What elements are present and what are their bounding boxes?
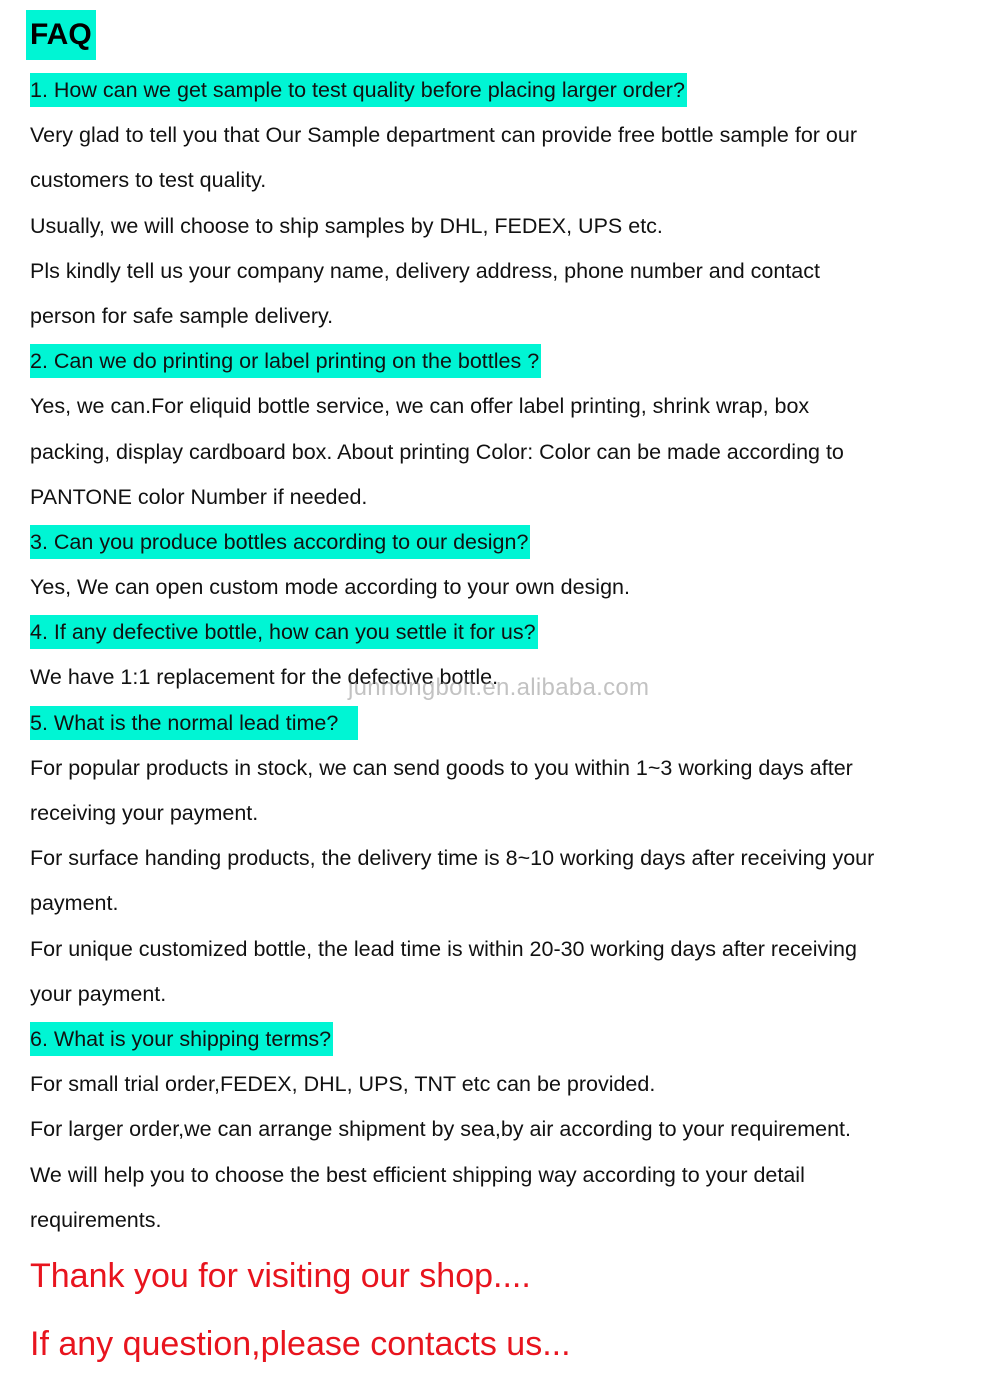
faq-answer-line: your payment. xyxy=(30,981,167,1006)
faq-list xyxy=(30,68,980,1243)
faq-answer-line: person for safe sample delivery. xyxy=(30,303,334,328)
faq-answer-line: For small trial order,FEDEX, DHL, UPS, TNT etc can be provided. xyxy=(30,1072,656,1097)
watermark: junhongbolt.en.alibaba.com xyxy=(348,674,650,701)
faq-question: 4. If any defective bottle, how can you settle it for us? xyxy=(30,610,980,655)
faq-answer-line: receiving your payment. xyxy=(30,801,259,825)
faq-answer-line: Pls kindly tell us your company name, delivery address, phone number and contact xyxy=(30,258,820,283)
closing-thanks: Thank you for visiting our shop.... xyxy=(30,1257,531,1295)
faq-answer-line: Usually, we will choose to ship samples by DHL, FEDEX, UPS etc. xyxy=(30,213,663,238)
faq-answer-line: We will help you to choose the best efficient shipping way according to your detail xyxy=(30,1162,805,1187)
closing-contact: If any question,please contacts us... xyxy=(30,1325,571,1363)
faq-answer-line: We have 1:1 replacement for the defective bottle. xyxy=(30,665,499,690)
faq-question: 2. Can we do printing or label printing on the bottles ? xyxy=(30,339,980,384)
faq-answer-line: For unique customized bottle, the lead time is within 20-30 working days after receiving xyxy=(30,936,857,961)
faq-answer-line: payment. xyxy=(30,891,119,916)
faq-question: 1. How can we get sample to test quality before placing larger order? xyxy=(30,68,980,113)
faq-answer-line: customers to test quality. xyxy=(30,168,267,193)
faq-question: 5. What is the normal lead time? xyxy=(30,701,980,746)
faq-title: FAQ xyxy=(26,10,96,60)
faq-answer-line: packing, display cardboard box. About printing Color: Color can be made according to xyxy=(30,439,844,464)
faq-answer-line: requirements. xyxy=(30,1207,162,1232)
faq-answer-line: Yes, we can.For eliquid bottle service, we can offer label printing, shrink wrap, box xyxy=(30,394,810,419)
faq-answer-line: Yes, We can open custom mode according to your own design. xyxy=(30,575,630,600)
faq-answer-line: For larger order,we can arrange shipment by sea,by air according to your requirement. xyxy=(30,1117,851,1142)
faq-answer-line: For popular products in stock, we can send goods to you within 1~3 working days after xyxy=(30,755,853,780)
faq-answer-line: PANTONE color Number if needed. xyxy=(30,484,368,509)
faq-question: 6. What is your shipping terms? xyxy=(30,1017,980,1062)
faq-question: 3. Can you produce bottles according to our design? xyxy=(30,520,980,565)
faq-answer-line: For surface handing products, the delivery time is 8~10 working days after receiving your xyxy=(30,846,875,871)
faq-answer-line: Very glad to tell you that Our Sample department can provide free bottle sample for our xyxy=(30,123,858,148)
